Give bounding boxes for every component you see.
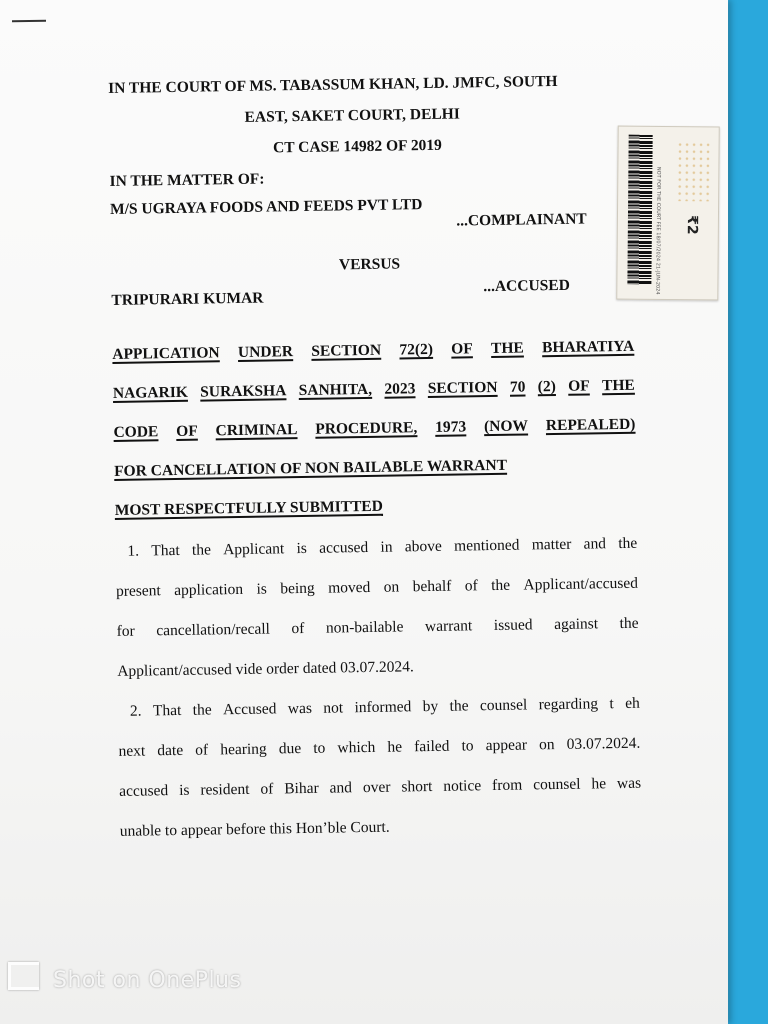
- application-title-line-1: APPLICATION UNDER SECTION 72(2) OF THE BHARATIYA: [112, 337, 635, 363]
- most-respectfully-submitted: MOST RESPECTFULLY SUBMITTED: [114, 497, 384, 519]
- pen-mark: [12, 20, 46, 23]
- court-fee-stamp: [616, 126, 720, 301]
- accused-name: TRIPURARI KUMAR: [111, 289, 264, 309]
- para-1-line-3: for cancellation/recall of non-bailable warrant issued against the: [116, 614, 639, 640]
- matter-label: IN THE MATTER OF:: [109, 170, 265, 190]
- complainant-role: ...COMPLAINANT: [456, 210, 587, 230]
- para-2-line-1: 2. That the Accused was not informed by the counsel regarding t eh: [129, 694, 640, 720]
- stamp-pattern: [676, 141, 713, 201]
- stamp-fine-print: NOT FOR THE COURT FEE 18/07/2024 21-JUN-2024: [654, 166, 662, 295]
- oneplus-logo-icon: [8, 962, 39, 990]
- watermark-text: Shot on OnePlus: [53, 968, 242, 993]
- para-1-line-4: Applicant/accused vide order dated 03.07.2024.: [117, 658, 414, 680]
- complainant-name: M/S UGRAYA FOODS AND FEEDS PVT LTD: [109, 196, 423, 218]
- accused-role: ...ACCUSED: [483, 276, 570, 296]
- versus-label: VERSUS: [338, 255, 401, 274]
- application-title-line-3: CODE OF CRIMINAL PROCEDURE, 1973 (NOW REPEALED): [113, 415, 636, 441]
- court-header-line-2: EAST, SAKET COURT, DELHI: [244, 105, 460, 126]
- camera-watermark: [8, 962, 241, 993]
- para-1-line-1: 1. That the Applicant is accused in above mentioned matter and the: [127, 534, 638, 560]
- para-2-line-3: accused is resident of Bihar and over short notice from counsel he was: [119, 774, 642, 800]
- court-header-line-1: IN THE COURT OF MS. TABASSUM KHAN, LD. JMFC, SOUTH: [108, 72, 558, 97]
- para-2-line-4: unable to appear before this Hon’ble Court.: [119, 818, 390, 840]
- para-1-line-2: present application is being moved on behalf of the Applicant/accused: [115, 574, 639, 600]
- application-title-line-2: NAGARIK SURAKSHA SANHITA, 2023 SECTION 70 (2) OF THE: [112, 376, 635, 402]
- application-title-line-4: FOR CANCELLATION OF NON BAILABLE WARRANT: [114, 456, 508, 480]
- para-2-line-2: next date of hearing due to which he failed to appear on 03.07.2024.: [118, 734, 641, 760]
- stamp-value: ₹2: [683, 215, 700, 235]
- case-number: CT CASE 14982 OF 2019: [272, 136, 443, 157]
- barcode: [627, 135, 652, 285]
